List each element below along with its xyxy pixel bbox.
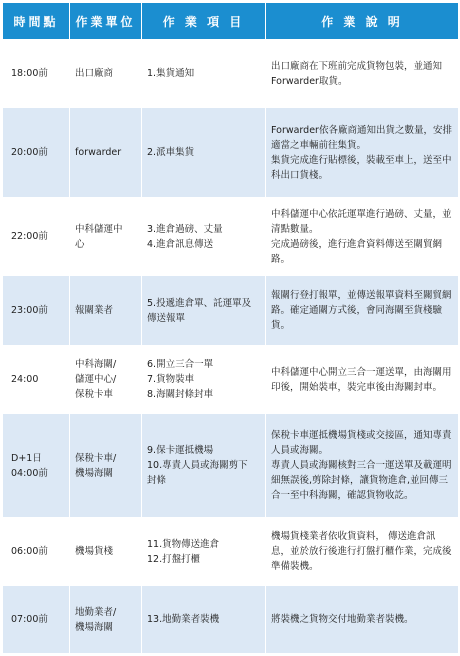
time-cell [3, 108, 70, 198]
table-row [3, 40, 459, 108]
unit-cell [70, 346, 142, 414]
items-text: 4.進倉訊息傳送 [147, 238, 214, 250]
desc-text: 出口廠商在下班前完成貨物包裝，並通知Forwarder取貨。 [271, 60, 443, 87]
desc-text: 集貨完成進行貼標後，裝載至車上，送至中科出口貨棧。 [271, 154, 452, 181]
items-cell [142, 414, 266, 518]
header-row [3, 3, 459, 40]
items-text: 8.海關封條封車 [147, 389, 214, 400]
desc-cell [266, 518, 459, 586]
time-cell [3, 414, 70, 518]
unit-cell [70, 414, 142, 518]
table-row [3, 198, 459, 276]
time-cell [3, 346, 70, 414]
unit-text: 機場海關 [75, 621, 114, 633]
unit-text: 中科海關/ [75, 359, 117, 370]
table-row [3, 346, 459, 414]
items-text: 11.貨物傳送進倉 [147, 538, 220, 550]
time-text: 04:00前 [11, 467, 48, 479]
table-row [3, 518, 459, 586]
unit-cell [70, 108, 142, 198]
time-cell [3, 40, 70, 108]
desc-cell [266, 414, 459, 518]
desc-cell [266, 346, 459, 414]
time-cell [3, 198, 70, 276]
time-text: 22:00前 [11, 231, 48, 242]
unit-text: 中科儲運中 [75, 223, 123, 235]
unit-text: 儲運中心/ [75, 374, 117, 385]
items-text: 6.開立三合一單 [147, 359, 214, 370]
items-text: 9.保卡運抵機場 [147, 445, 214, 456]
items-cell [142, 108, 266, 198]
unit-cell [70, 276, 142, 346]
unit-text: 報關業者 [75, 305, 114, 316]
header-items: 作 業 項 目 [142, 3, 266, 40]
time-cell [3, 518, 70, 586]
time-text: 20:00前 [11, 147, 48, 158]
unit-text: forwarder [75, 147, 122, 158]
unit-text: 出口廠商 [75, 68, 114, 79]
time-text: 06:00前 [11, 546, 48, 557]
desc-text: 中科儲運中心開立三合一運送單，由海關用印後，開始裝車，裝完車後由海關封車。 [271, 366, 452, 393]
items-text: 12.打盤打櫃 [147, 553, 201, 565]
items-text: 5.投遞進倉單、託運單及 [147, 297, 252, 309]
unit-text: 保稅卡車/ [75, 452, 117, 464]
export-flow-table [2, 2, 459, 654]
desc-cell [266, 586, 459, 654]
unit-text: 機場貨棧 [75, 546, 114, 557]
items-cell [142, 40, 266, 108]
table-row [3, 276, 459, 346]
items-cell [142, 586, 266, 654]
time-cell [3, 586, 70, 654]
time-text: 07:00前 [11, 614, 48, 625]
time-text: 23:00前 [11, 305, 48, 316]
header-desc: 作 業 說 明 [266, 3, 459, 40]
table-row [3, 108, 459, 198]
desc-text: 報關行登打報單，並傳送報單資料至關貿網路。確定通關方式後，會同海關至貨棧驗貨。 [271, 290, 452, 331]
unit-text: 心 [75, 238, 85, 250]
table-row [3, 414, 459, 518]
items-text: 7.貨物裝車 [147, 374, 195, 385]
unit-cell [70, 586, 142, 654]
header-unit: 作業單位 [70, 3, 142, 40]
desc-text: 將裝機之貨物交付地勤業者裝機。 [271, 614, 414, 625]
time-text: 24:00 [11, 374, 39, 385]
unit-text: 保稅卡車 [75, 389, 114, 400]
time-cell [3, 276, 70, 346]
desc-text: 中科儲運中心依託運單進行過磅、丈量，並清點數量。 [271, 208, 452, 235]
items-text: 封條 [147, 475, 167, 486]
unit-text: 機場海關 [75, 467, 114, 479]
unit-text: 地勤業者/ [75, 606, 117, 618]
items-cell [142, 346, 266, 414]
items-text: 傳送報單 [147, 312, 186, 324]
desc-text: Forwarder依各廠商通知出貨之數量，安排適當之車輛前往集貨。 [271, 124, 452, 151]
items-cell [142, 198, 266, 276]
desc-text: 機場貨棧業者依收貨資料， 傳送進倉訊息，並於放行後進行打盤打櫃作業，完成後準備裝機。 [271, 531, 452, 572]
time-text: 18:00前 [11, 68, 48, 79]
unit-cell [70, 198, 142, 276]
header-time: 時間點 [3, 3, 70, 40]
items-text: 3.進倉過磅、丈量 [147, 223, 223, 235]
items-cell [142, 276, 266, 346]
desc-cell [266, 276, 459, 346]
items-cell [142, 518, 266, 586]
items-text: 13.地勤業者裝機 [147, 614, 220, 625]
items-text: 10.專責人員或海關剪下 [147, 460, 248, 471]
table-row [3, 586, 459, 654]
desc-text: 專責人員或海關核對三合一運送單及載運明細無誤後,剪除封條，讓貨物進倉,並回傳三合一至中科海關，確認貨物收訖。 [271, 460, 452, 501]
items-text: 2.派車集貨 [147, 147, 195, 158]
unit-cell [70, 518, 142, 586]
items-text: 1.集貨通知 [147, 68, 195, 79]
desc-text: 保稅卡車運抵機場貨棧或交接區，通知專責人員或海關。 [271, 430, 452, 456]
desc-cell [266, 108, 459, 198]
time-text: D+1日 [11, 452, 42, 464]
desc-cell [266, 198, 459, 276]
desc-text: 完成過磅後，進行進倉資料傳送至關貿網路。 [271, 238, 443, 265]
unit-cell [70, 40, 142, 108]
desc-cell [266, 40, 459, 108]
